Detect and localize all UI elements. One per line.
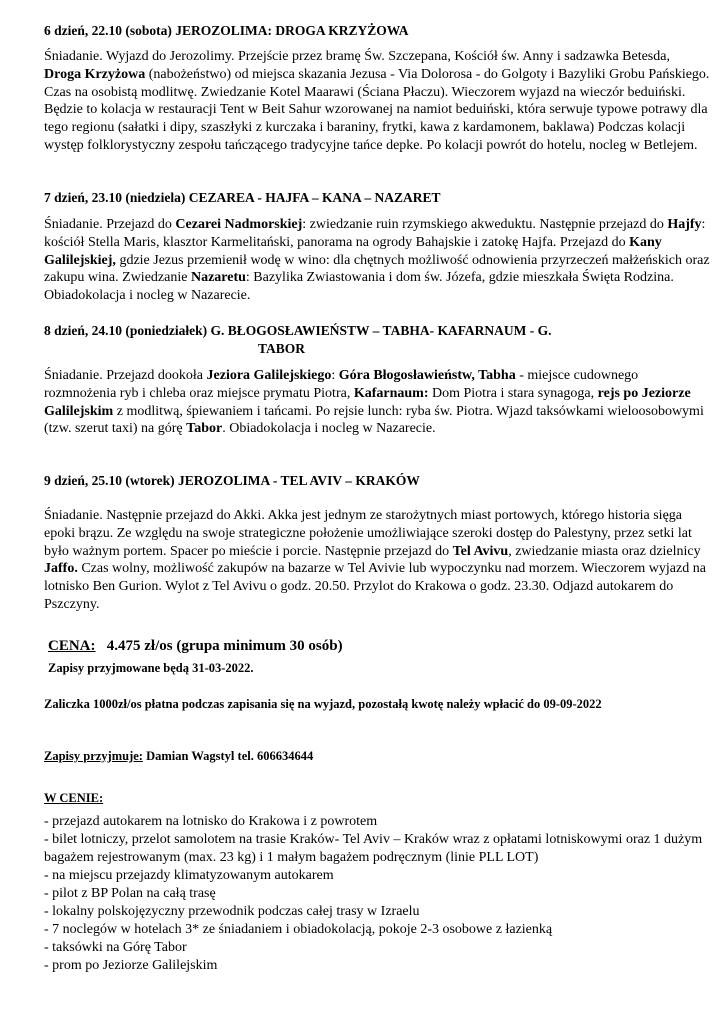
highlighted-place: Jeziora Galilejskiego — [206, 368, 332, 383]
contact-label: Zapisy przyjmuje: — [44, 749, 143, 763]
list-item: - przejazd autokarem na lotnisko do Krakowa i z powrotem — [44, 814, 378, 829]
highlighted-place: Hajfy — [667, 217, 702, 232]
text-run: Śniadanie. Przejazd do — [44, 217, 176, 232]
text-run: gdzie Jezus przemienił wodę w wino: dla chętnych możliwość odnowienia przyrzeczeń małżeńskich oraz zakupu wina. Zwiedzanie — [44, 252, 710, 286]
highlighted-place: Tabor — [186, 421, 223, 437]
list-item: - na miejscu przejazdy klimatyzowanym autokarem — [44, 868, 334, 883]
text-run: , zwiedzanie miasta oraz dzielnicy — [508, 543, 701, 559]
list-item: - 7 noclegów w hotelach 3* ze śniadaniem i obiadokolacją, pokoje 2-3 osobowe z łazienką — [44, 922, 553, 937]
highlighted-place: Tel Avivu — [452, 543, 509, 559]
list-item: - bilet lotniczy, przelot samolotem na trasie Kraków- Tel Aviv – Kraków wraz z opłatami lotniskowymi oraz 1 dużym bagażem rejestrowanym (max. 23 kg) i 1 małym bagażem podręcznym (linie PLL LOT) — [44, 832, 703, 865]
highlighted-place: Cezarei Nadmorskiej — [175, 217, 303, 232]
text-run: z modlitwą, śpiewaniem i tańcami. Po rejsie lunch: ryba św. Piotra. Wjazd taksówkami wieloosobowymi (tzw. szerut taxi) na górę — [44, 403, 704, 437]
text-run: - miejsce cudownego rozmnożenia ryb i chleba oraz miejsce prymatu Piotra, — [44, 368, 639, 401]
highlighted-place: Droga Krzyżowa — [44, 66, 146, 82]
text-run: Czas wolny, możliwość zakupów na bazarze w Tel Avivie lub wypoczynku nad morzem. Wieczorem wyjazd na lotnisko Ben Gurion. Wylot z Tel Avivu o godz. 20.50. Przylot do Krakowa o godz. 23.30. Odjazd autokarem do Pszczyny. — [44, 561, 706, 612]
contact-value: Damian Wagstyl tel. 606634644 — [142, 749, 314, 763]
day-8-description — [44, 367, 710, 438]
list-item: - taksówki na Górę Tabor — [44, 940, 187, 955]
day-9-heading: 9 dzień, 25.10 (wtorek) JEROZOLIMA - TEL AVIV – KRAKÓW — [44, 473, 420, 488]
highlighted-place: Góra Błogosławieństw, Tabha — [338, 368, 516, 383]
text-run: Śniadanie. Następnie przejazd do Akki. Akka jest jednym ze starożytnych miast portowych, którego historia sięga epoki brązu. Ze względu na swoje strategiczne położenie umożliwiające szeroki dostęp do Palestyny, przez setki lat było ważnym portem. Spacer po mieście i porcie. Następnie przejazd do — [44, 508, 692, 559]
day-9-description — [44, 507, 710, 614]
includes-heading — [44, 790, 710, 807]
list-item: - lokalny polskojęzyczny przewodnik podczas całej trasy w Izraelu — [44, 904, 420, 919]
price-value: 4.475 zł/os (grupa minimum 30 osób) — [106, 638, 343, 654]
highlighted-place: Kafarnaum: — [353, 385, 429, 401]
text-run: Śniadanie. Wyjazd do Jerozolimy. Przejście przez bramę Św. Szczepana, Kościół św. Anny i sadzawka Betesda, — [44, 49, 670, 64]
registration-deadline: Zapisy przyjmowane będą 31-03-2022. — [48, 661, 254, 675]
highlighted-place: Nazaretu — [190, 270, 246, 286]
highlighted-place: Kany Galilejskiej, — [44, 234, 662, 268]
text-run: Śniadanie. Przejazd dookoła — [44, 368, 207, 383]
day-7-heading: 7 dzień, 23.10 (niedziela) CEZAREA - HAJFA – KANA – NAZARET — [44, 190, 441, 205]
day-6-description — [44, 48, 710, 155]
text-run: Dom Piotra i stara synagoga, — [428, 385, 598, 401]
day-8-heading-continued: TABOR — [258, 341, 306, 356]
highlighted-place: Jaffo. — [44, 561, 78, 577]
text-run: : kościół Stella Maris, klasztor Karmelitański, panorama na ogrody Bahajskie i zatokę Hajfa. Przejazd do — [44, 217, 706, 250]
includes-heading-text: W CENIE: — [44, 791, 104, 805]
list-item: - pilot z BP Polan na całą trasę — [44, 886, 216, 901]
price-line — [48, 637, 714, 655]
day-7-description — [44, 216, 710, 305]
list-item: - prom po Jeziorze Galilejskim — [44, 958, 218, 973]
text-run: : zwiedzanie ruin rzymskiego akweduktu. Następnie przejazd do — [302, 217, 668, 232]
day-6-heading: 6 dzień, 22.10 (sobota) JEROZOLIMA: DROGA KRZYŻOWA — [44, 23, 409, 38]
includes-list — [44, 813, 710, 975]
deposit-info: Zaliczka 1000zł/os płatna podczas zapisania się na wyjazd, pozostałą kwotę należy wpłacić do 09-09-2022 — [44, 697, 602, 711]
highlighted-place: rejs po Jeziorze Galilejskim — [44, 385, 691, 419]
text-run: : Bazylika Zwiastowania i dom św. Józefa, gdzie mieszkała Święta Rodzina. Obiadokolacja i nocleg w Nazarecie. — [44, 270, 674, 304]
day-8-heading: 8 dzień, 24.10 (poniedziałek) G. BŁOGOSŁAWIEŃSTW – TABHA- KAFARNAUM - G. — [44, 323, 552, 338]
contact-line — [44, 748, 710, 765]
text-run: (nabożeństwo) od miejsca skazania Jezusa - Via Dolorosa - do Golgoty i Bazyliki Grobu Pańskiego. Czas na osobistą modlitwę. Zwiedzanie Kotel Maarawi (Ściana Płaczu). Wieczorem wyjazd na wieczór beduiński. Będzie to kolacja w restauracji Tent w Beit Sahur wzorowanej na namiot beduiński, która serwuje typowe potrawy dla tego regionu (sałatki i dipy, szaszłyki z kurczaka i baraniny, frytki, kawa z kardamonem, baklawa) Podczas kolacji występ folklorystyczny zespołu tańczącego tradycyjne tańce depke. Po kolacji powrót do hotelu, nocleg w Betlejem. — [44, 66, 710, 153]
price-label: CENA: — [48, 638, 96, 654]
text-run: . Obiadokolacja i nocleg w Nazarecie. — [222, 421, 436, 437]
text-run: : — [331, 368, 339, 383]
